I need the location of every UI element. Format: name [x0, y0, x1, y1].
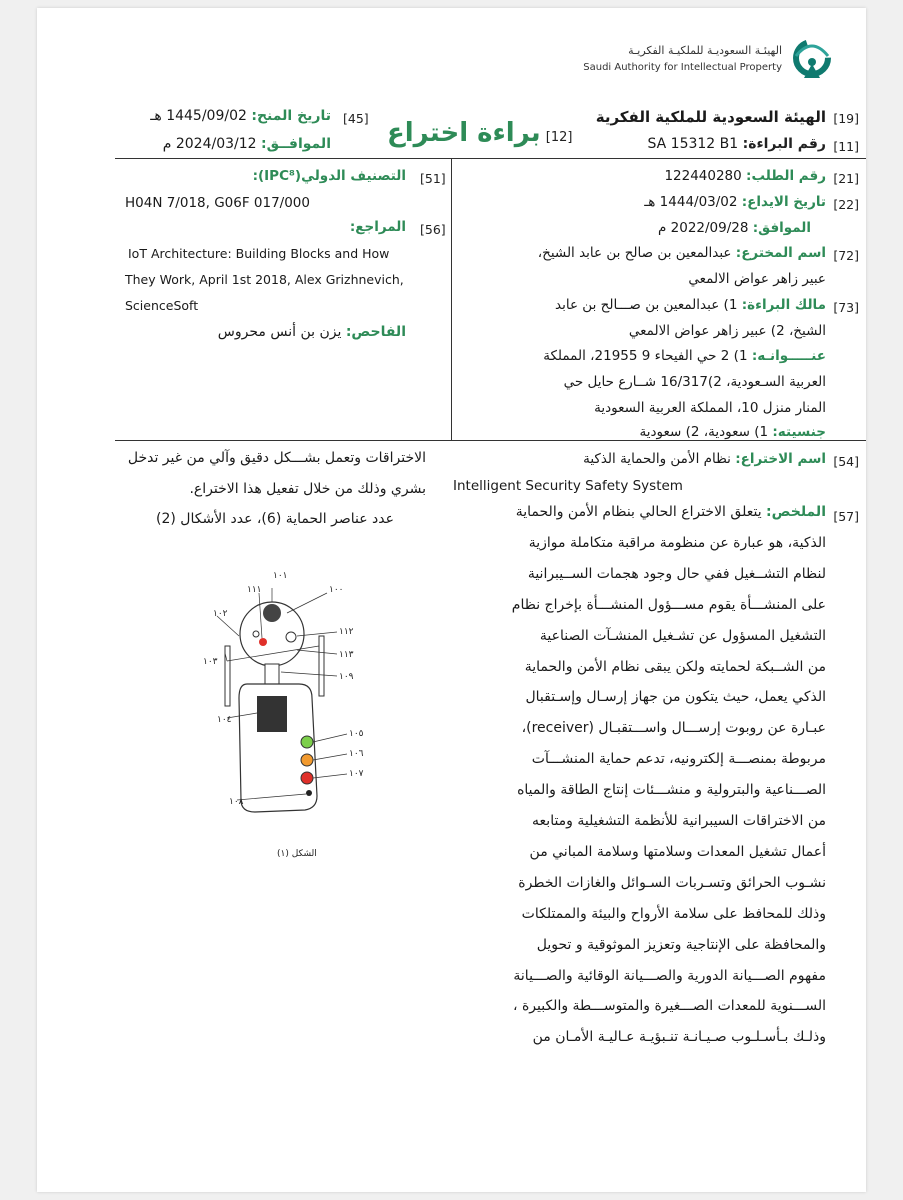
fig-label-100: ١٠٠	[329, 585, 344, 595]
abstract-line: الذكي يعمل، حيث يتكون من جهاز إرسـال وإسـتقبال	[525, 689, 826, 706]
figure-caption: الشكل (١)	[277, 849, 317, 859]
biblio-divider	[115, 440, 866, 441]
grant-date-row	[150, 108, 331, 124]
inid-54: [54]	[833, 454, 859, 469]
abstract-line: عبـارة عن روبوت إرســـال واســـتقبـال (receiver)،	[521, 720, 826, 737]
fig-label-102: ١٠٢	[213, 609, 228, 619]
inventor-name-2: عبير زاهر عواض الالمعي	[688, 271, 826, 287]
grant-date-greg-row	[163, 136, 331, 152]
reference-line: IoT Architecture: Building Blocks and How	[128, 246, 390, 261]
reference-line: They Work, April 1st 2018, Alex Grizhnevich,	[125, 272, 404, 287]
reference-line: ScienceSoft	[125, 298, 199, 313]
logo-arabic-text: الهيئـة السعوديـة للملكيـة الفكريـة	[628, 44, 782, 57]
patent-number-row	[647, 136, 826, 152]
grant-corr-label: الموافــق:	[261, 136, 331, 152]
invention-title-english: Intelligent Security Safety System	[453, 478, 683, 494]
abstract-line: مفهوم الصـــيانة الدورية والصـــيانة الوقائية والصـــيانة	[513, 967, 826, 984]
abstract-label: الملخص:	[766, 504, 826, 520]
application-row	[664, 168, 826, 184]
abstract-line: الســـنوية للمعدات الصـــغيرة والمتوســـطة والكبيرة ،	[512, 998, 826, 1015]
nationality-row	[640, 424, 826, 440]
fig-label-101: ١٠١	[273, 571, 288, 581]
document-type-block	[387, 118, 572, 148]
continuation-line: الاختراقات وتعمل بشـــكل دقيق وآلي من غير تدخل	[127, 450, 426, 466]
address-line-1: 1) 2 حي الفيحاء 9 21955، المملكة	[543, 348, 748, 364]
document-type-title: براءة اختراع	[387, 118, 541, 148]
filing-date-gregorian: 2022/09/28 م	[657, 220, 749, 236]
fig-label-106: ١٠٦	[349, 749, 364, 759]
inid-19: [19]	[833, 111, 859, 126]
application-number: 122440280	[664, 168, 742, 184]
nationality-label: جنسيته:	[772, 424, 826, 440]
grant-date-hijri: 1445/09/02 هـ	[150, 108, 247, 124]
references-label: المراجع:	[349, 219, 406, 235]
fig-label-108: ١٠٨	[229, 797, 244, 807]
nationality-value: 1) سعودية، 2) سعودية	[639, 424, 769, 440]
filing-date-label: تاريخ الايداع:	[741, 194, 826, 210]
abstract-line: مربوطة بمنصـــة إلكترونيه، تدعم حماية المنشـــآت	[531, 751, 826, 768]
abstract-line: وذلك للمحافظ على سلامة الأرواح والبيئة والممتلكات	[521, 905, 826, 922]
filing-greg-row	[658, 220, 811, 236]
abstract-line: والمحافظة على الإنتاجية وتعزيز الموثوقية و تحويل	[536, 936, 826, 953]
figure-1-robot-drawing	[177, 558, 377, 868]
owner-line-1: 1) عبدالمعين بن صـــالح بن عابد	[555, 297, 738, 313]
address-row	[543, 348, 826, 364]
application-label: رقم الطلب:	[746, 168, 826, 184]
fig-label-111: ١١١	[247, 585, 262, 595]
header-divider	[115, 158, 866, 159]
continuation-line: بشري وذلك من خلال تفعيل هذا الاختراع.	[189, 481, 426, 497]
grant-date-label: تاريخ المنح:	[251, 108, 331, 124]
abstract-line: وذلـك بـأسـلـوب صـيـانـة تنـبؤيـة عـاليـة الأمـان من	[532, 1029, 826, 1046]
patent-number: SA 15312 B1	[647, 136, 739, 152]
abstract-line	[516, 505, 826, 519]
grant-date-gregorian: 2024/03/12 م	[162, 136, 257, 152]
patent-page	[37, 8, 866, 1192]
abstract-line: من الاختراقات السيبرانية للأنظمة التشغيلية ومتابعه	[532, 813, 826, 829]
inid-56: [56]	[420, 222, 446, 237]
ipc-value: H04N 7/018, G06F 017/000	[125, 195, 310, 211]
inventor-row	[538, 245, 826, 261]
inid-73: [73]	[833, 300, 859, 315]
fig-label-109: ١٠٩	[339, 672, 354, 682]
examiner-label: الفاحص:	[345, 324, 406, 340]
inid-11: [11]	[833, 139, 859, 154]
authority-name: الهيئة السعودية للملكية الفكرية	[595, 108, 826, 126]
abstract-line: أعمال تشغيل المعدات وسلامتها وسلامة المباني من	[529, 843, 826, 860]
abstract-line: على المنشـــأة يقوم مســـؤول المنشـــأة بإخراج نظام	[511, 596, 826, 613]
abstract-line: لنظام التشــغيل ففي حال وجود هجمات الســيبرانية	[527, 565, 826, 582]
abstract-line: التشغيل المسؤول عن تشـغيل المنشـآت الصناعية	[539, 627, 826, 644]
abstract-line: الصـــناعية والبترولية و منشـــئات إنتاج الطاقة والمياه	[517, 782, 826, 799]
filing-corr-label: الموافق:	[752, 220, 811, 236]
column-divider	[451, 158, 452, 440]
inid-21: [21]	[833, 171, 859, 186]
abstract-line: من الشــبكة لحمايته ولكن يبقى نظام الأمن والحماية	[524, 658, 826, 675]
owner-label: مالك البراءة:	[741, 297, 826, 313]
inventor-label: اسم المخترع:	[735, 245, 826, 261]
inid-72: [72]	[833, 248, 859, 263]
address-line-2: العربية السـعودية، 2)16/317 شــارع حايل حي	[563, 374, 826, 390]
abstract-line: الذكية، هو عبارة عن منظومة مراقبة متكاملة موازية	[528, 534, 826, 551]
fig-label-103: ١٠٣	[203, 657, 218, 667]
inventor-name-1: عبدالمعين بن صالح بن عابد الشيخ،	[537, 245, 732, 261]
invention-title-arabic: نظام الأمن والحماية الذكية	[583, 451, 731, 467]
fig-label-107: ١٠٧	[349, 769, 364, 779]
ipc-label: التصنيف الدولي(IPC⁸):	[252, 168, 406, 184]
inid-45: [45]	[343, 111, 369, 126]
fig-label-112: ١١٢	[339, 627, 354, 637]
inid-22: [22]	[833, 197, 859, 212]
examiner-row	[218, 324, 406, 340]
abstract-line: نشـوب الحرائق وتسـربات السـوائل والغازات الخطرة	[518, 874, 826, 891]
owner-row	[555, 297, 826, 313]
fig-label-105: ١٠٥	[349, 729, 364, 739]
logo-english-text: Saudi Authority for Intellectual Property	[583, 62, 782, 73]
abstract-first-line: يتعلق الاختراع الحالي بنظام الأمن والحماية	[515, 504, 762, 520]
filing-date-hijri: 1444/03/02 هـ	[644, 194, 738, 210]
inid-51: [51]	[420, 171, 446, 186]
fig-label-113: ١١٣	[339, 650, 354, 660]
fig-label-104: ١٠٤	[217, 715, 232, 725]
inid-12: [12]	[545, 130, 573, 145]
patent-number-label: رقم البراءة:	[742, 136, 826, 152]
saip-logo	[582, 30, 842, 90]
address-line-3: المنار منزل 10، المملكة العربية السعودية	[594, 400, 826, 416]
saip-emblem-icon	[786, 34, 838, 86]
filing-date-row	[644, 194, 826, 210]
claims-figures-count: عدد عناصر الحماية (6)، عدد الأشكال (2)	[156, 511, 394, 527]
address-label: عنـــــوانـه:	[751, 348, 826, 364]
invention-title-row	[583, 451, 826, 467]
inid-57: [57]	[833, 509, 859, 524]
owner-line-2: الشيخ، 2) عبير زاهر عواض الالمعي	[628, 323, 826, 339]
invention-title-label: اسم الاختراع:	[735, 451, 826, 467]
examiner-name: يزن بن أنس محروس	[217, 324, 342, 340]
